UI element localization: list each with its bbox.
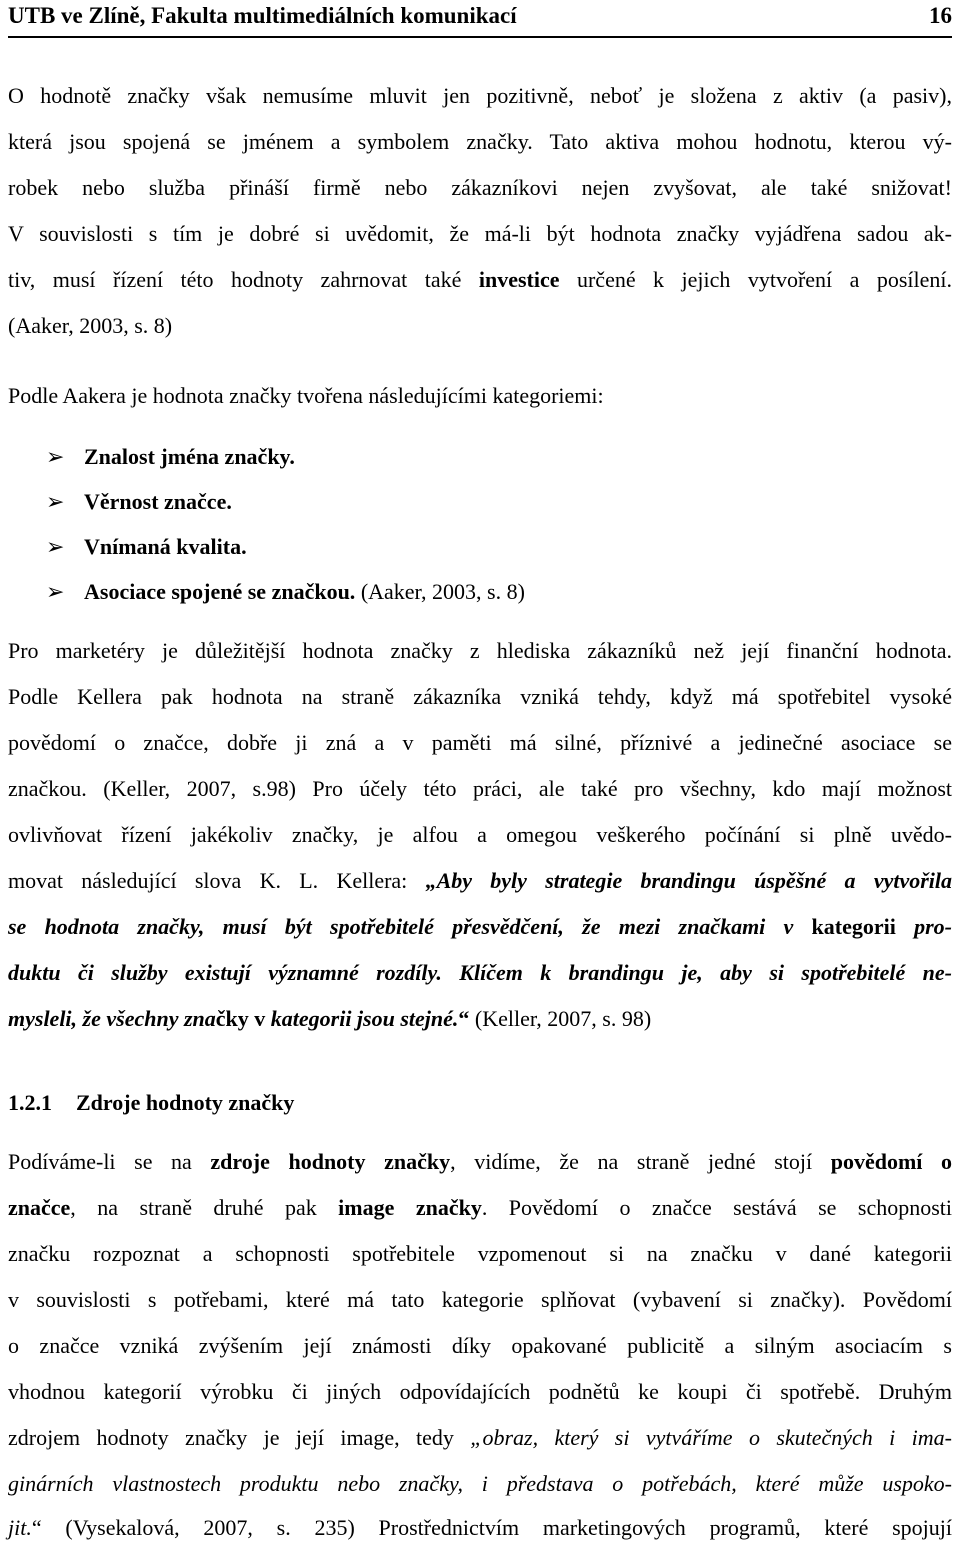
text-line: jit.“ (Vysekalová, 2007, s. 235) Prostřednictvím marketingových programů, které spojují (8, 1515, 952, 1540)
text-line: movat následující slova K. L. Kellera: „Aby byly strategie brandingu úspěšné a vytvořila (8, 868, 953, 893)
quote-text: „Aby byly strategie brandingu úspěšné a vytvořila (425, 868, 953, 893)
text-line: mysleli, že všechny značky v kategorii jsou stejné.“ (Keller, 2007, s. 98) (8, 1006, 652, 1031)
text-line: zdrojem hodnoty značky je její image, tedy „obraz, který si vytváříme o skutečných i ima- (8, 1425, 952, 1450)
text-line: která jsou spojená se jménem a symbolem značky. Tato aktiva mohou hodnotu, kterou vý- (8, 129, 952, 154)
page-header (8, 0, 952, 38)
text-line: Podle Kellera pak hodnota na straně zákazníka vzniká tehdy, když má spotřebitel vysoké (8, 684, 952, 709)
header-title: UTB ve Zlíně, Fakulta multimediálních komunikací (8, 3, 517, 28)
text-line: povědomí o značce, dobře ji zná a v paměti má silné, příznivé a jedinečné asociace se (8, 730, 952, 755)
text-line: o značce vzniká zvýšením její známosti díky opakované publicitě a silným asociacím s (8, 1333, 952, 1358)
arrow-bullet-icon: ➢ (46, 579, 65, 604)
page-number: 16 (929, 3, 952, 28)
text-line: duktu či služby existují významné rozdíly. Klíčem k brandingu je, aby si spotřebitelé ne- (8, 960, 952, 985)
text-line: Podíváme-li se na zdroje hodnoty značky, vidíme, že na straně jedné stojí povědomí o (8, 1149, 953, 1174)
text-line: Pro marketéry je důležitější hodnota značky z hlediska zákazníků než její finanční hodnota. (8, 638, 952, 663)
text-line: ginárních vlastnostech produktu nebo značky, i představa o potřebách, které může uspoko- (8, 1471, 952, 1496)
list-item: ➢ Znalost jména značky. (46, 444, 295, 469)
text-line: značku rozpoznat a schopnosti spotřebitele vzpomenout si na značku v dané kategorii (8, 1241, 952, 1266)
text-line: značce, na straně druhé pak image značky. Povědomí o značce sestává se schopnosti (8, 1195, 953, 1220)
text-line: tiv, musí řízení této hodnoty zahrnovat také investice určené k jejich vytvoření a posílení. (8, 267, 952, 292)
text-line: se hodnota značky, musí být spotřebitelé přesvědčení, že mezi značkami v kategorii pro- (8, 914, 953, 939)
text-line: vhodnou kategorií výrobku či jiných odpovídajících podnětů ke koupi či spotřebě. Druhým (8, 1379, 952, 1404)
text-line: O hodnotě značky však nemusíme mluvit jen pozitivně, neboť je složena z aktiv (a pasiv), (8, 83, 952, 108)
list-item: ➢ Vnímaná kvalita. (46, 534, 247, 559)
emphasis-investice: investice (478, 267, 560, 292)
text-line: ovlivňovat řízení jakékoliv značky, je alfou a omegou veškerého počínání si plně uvědo- (8, 822, 952, 847)
arrow-bullet-icon: ➢ (46, 444, 65, 469)
section-number: 1.2.1 (8, 1090, 52, 1115)
arrow-bullet-icon: ➢ (46, 489, 65, 514)
section-heading (8, 1090, 294, 1116)
text-line: v souvislosti s potřebami, které má tato kategorie splňovat (vybavení si značky). Povědomí (8, 1287, 952, 1312)
paragraph-2: Podle Aakera je hodnota značky tvořena následujícími kategoriemi: (8, 383, 604, 408)
text-line: (Aaker, 2003, s. 8) (8, 313, 173, 338)
list-item: ➢ Asociace spojené se značkou. (Aaker, 2003, s. 8) (46, 579, 525, 604)
text-line: robek nebo služba přináší firmě nebo zákazníkovi nejen zvyšovat, ale také snižovat! (8, 175, 952, 200)
section-title: Zdroje hodnoty značky (76, 1090, 295, 1115)
quote-text: se hodnota značky, musí být spotřebitelé přesvědčení, že mezi značkami v (8, 914, 812, 939)
text-line: značkou. (Keller, 2007, s.98) Pro účely této práci, ale také pro všechny, kdo mají možnost (8, 776, 952, 801)
text-line: V souvislosti s tím je dobré si uvědomit, že má-li být hodnota značky vyjádřena sadou ak- (8, 221, 952, 246)
list-item: ➢ Věrnost značce. (46, 489, 232, 514)
arrow-bullet-icon: ➢ (46, 534, 65, 559)
